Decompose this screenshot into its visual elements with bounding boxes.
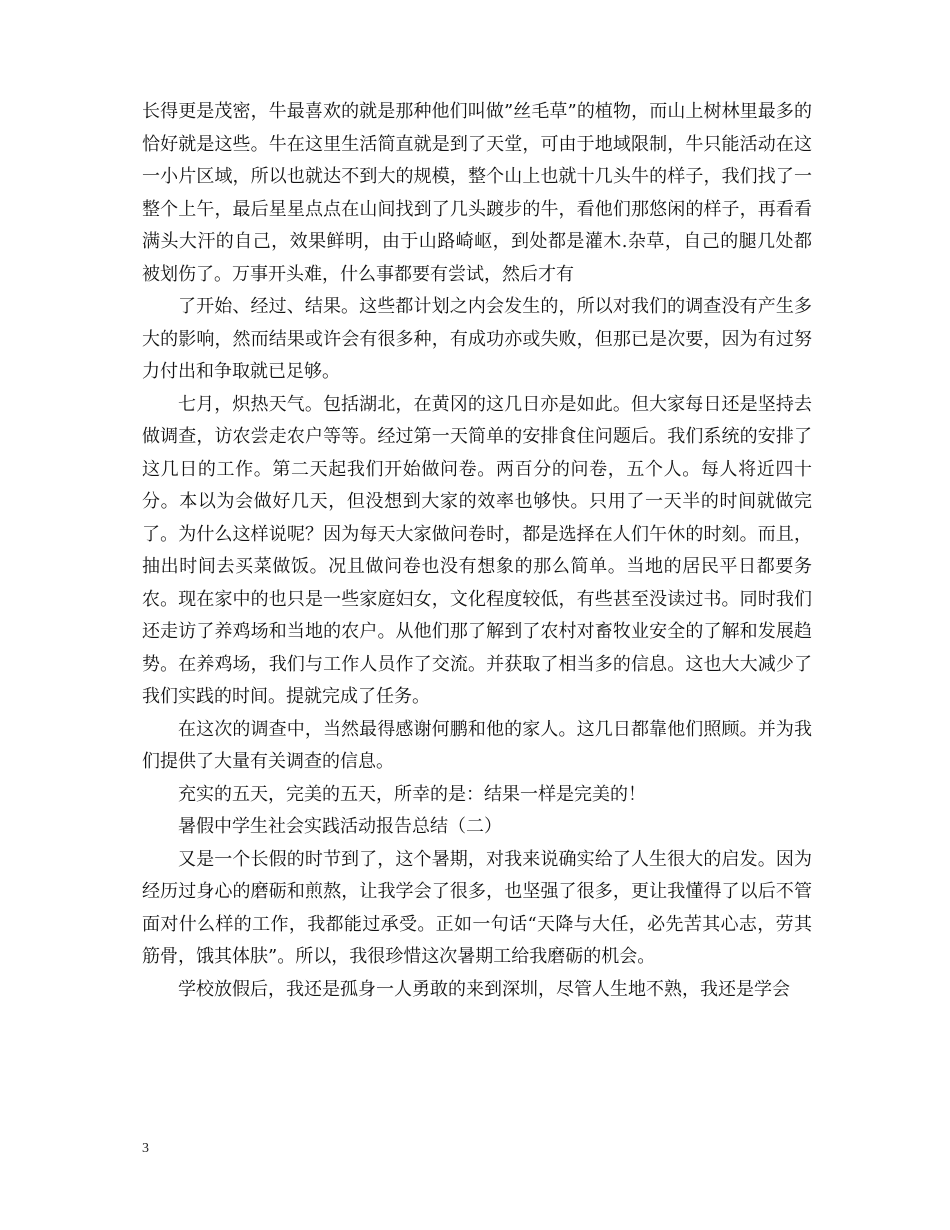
paragraph-1: 长得更是茂密，牛最喜欢的就是那种他们叫做”丝毛草”的植物，而山上树林里最多的恰好就是这些。牛在这里生活简直就是到了天堂，可由于地域限制，牛只能活动在这一小片区域，所以也就达不到大的规模，整个山上也就十几头牛的样子，我们找了一整个上午，最后星星点点在山间找到了几头踱步的牛，看他们那悠闲的样子，再看看满头大汗的自己，效果鲜明，由于山路崎岖，到处都是灌木.杂草，自己的腿几处都被划伤了。万事开头难，什么事都要有尝试，然后才有: [142, 101, 812, 285]
section-heading: 暑假中学生社会实践活动报告总结（二）: [178, 816, 502, 837]
paragraph-6: 又是一个长假的时节到了，这个暑期，对我来说确实给了人生很大的启发。因为经历过身心的磨砺和煎熬，让我学会了很多，也坚强了很多，更让我懂得了以后不管面对什么样的工作，我都能过承受。正如一句话“天降与大任，必先苦其心志，劳其筋骨，饿其体肤”。所以，我很珍惜这次暑期工给我磨砺的机会。: [142, 848, 812, 967]
paragraph-3: 七月，炽热天气。包括湖北，在黄冈的这几日亦是如此。但大家每日还是坚持去做调查，访农尝走农户等等。经过第一天简单的安排食住问题后。我们系统的安排了这几日的工作。第二天起我们开始做问卷。两百分的问卷，五个人。每人将近四十分。本以为会做好几天，但没想到大家的效率也够快。只用了一天半的时间就做完了。为什么这样说呢？因为每天大家做问卷时，都是选择在人们午休的时刻。而且，抽出时间去买菜做饭。况且做问卷也没有想象的那么简单。当地的居民平日都要务农。现在家中的也只是一些家庭妇女，文化程度较低，有些甚至没读过书。同时我们还走访了养鸡场和当地的农户。从他们那了解到了农村对畜牧业安全的了解和发展趋势。在养鸡场，我们与工作人员作了交流。并获取了相当多的信息。这也大大减少了我们实践的时间。提就完成了任务。: [142, 393, 812, 707]
document-body: [142, 96, 812, 1006]
page-number: 3: [142, 1141, 149, 1156]
paragraph-4: 在这次的调查中，当然最得感谢何鹏和他的家人。这几日都靠他们照顾。并为我们提供了大量有关调查的信息。: [142, 718, 812, 772]
paragraph-2: 了开始、经过、结果。这些都计划之内会发生的，所以对我们的调查没有产生多大的影响，然而结果或许会有很多种，有成功亦或失败，但那已是次要，因为有过努力付出和争取就已足够。: [142, 296, 812, 382]
paragraph-7: 学校放假后，我还是孤身一人勇敢的来到深圳，尽管人生地不熟，我还是学会: [178, 978, 790, 1000]
paragraph-5: 充实的五天，完美的五天，所幸的是：结果一样是完美的！: [178, 783, 646, 805]
